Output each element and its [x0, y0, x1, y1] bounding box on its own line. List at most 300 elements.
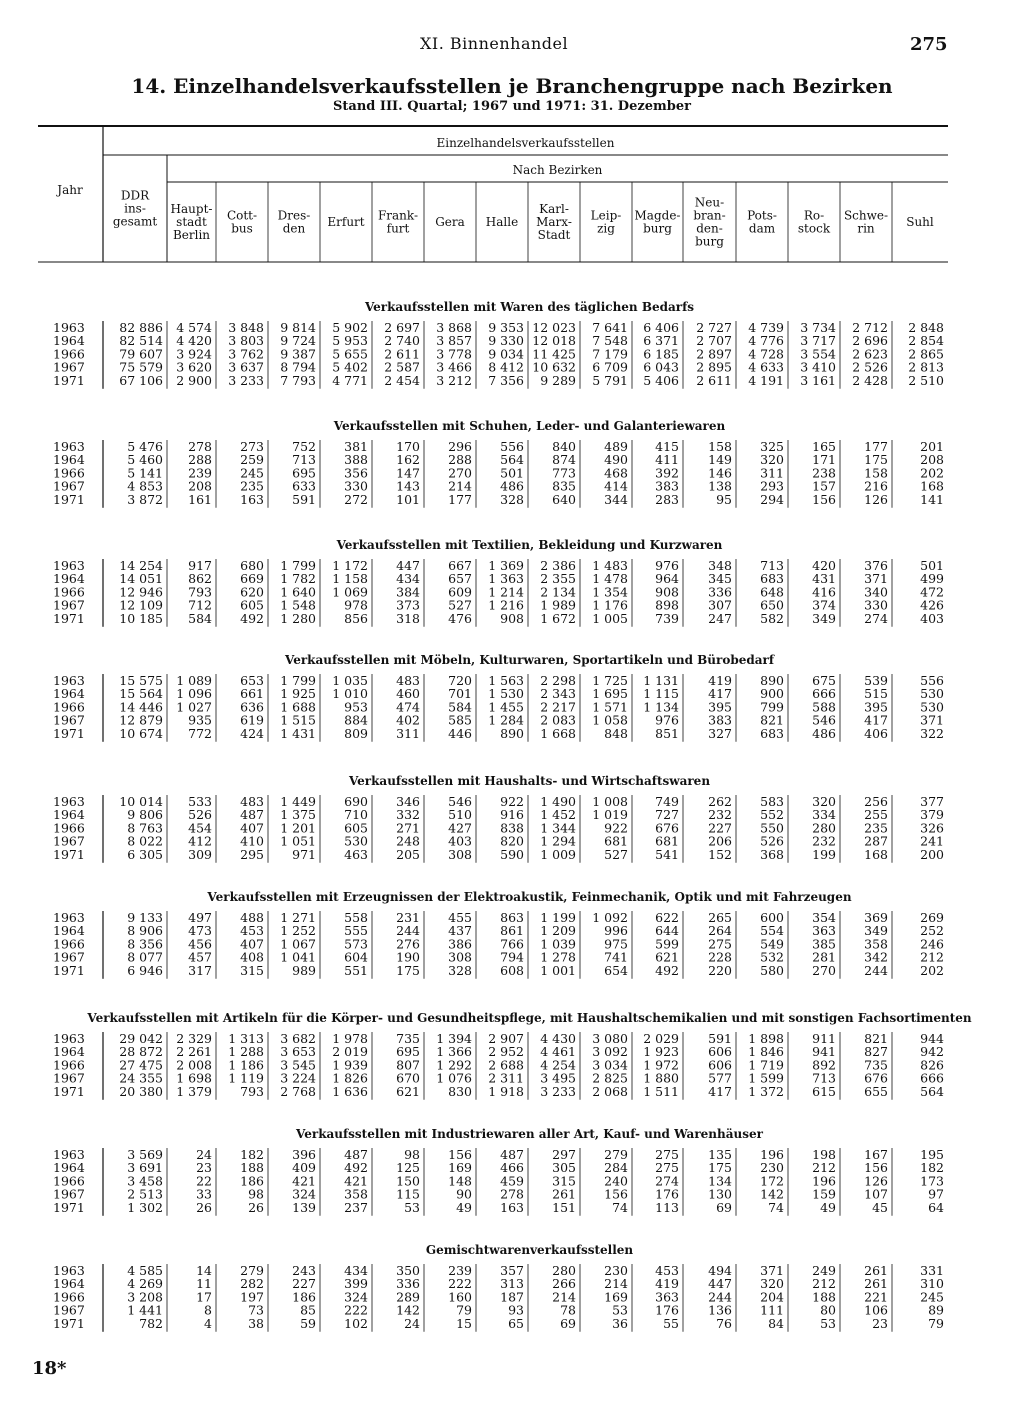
cell-value: 3 092	[592, 1044, 628, 1060]
cell-value: 654	[604, 962, 628, 978]
cell-value: 26	[196, 1199, 212, 1215]
cell-value: 695	[396, 1044, 420, 1060]
cell-value: 26	[248, 1199, 264, 1215]
cell-value: 533	[188, 794, 212, 809]
row-year: 1963	[53, 439, 85, 454]
cell-value: 1 294	[540, 833, 576, 849]
cell-value: 356	[344, 465, 368, 481]
cell-value: 261	[864, 1276, 888, 1292]
cell-value: 202	[920, 465, 944, 481]
row-year: 1967	[53, 1186, 85, 1202]
column-header-text: Ro-	[803, 208, 825, 223]
cell-value: 6 406	[643, 320, 679, 335]
column-header-text: dam	[748, 221, 776, 236]
cell-value: 142	[760, 1186, 784, 1202]
cell-value: 212	[920, 949, 944, 965]
cell-value: 49	[456, 1199, 472, 1215]
cell-value: 1 041	[280, 949, 316, 965]
cell-value: 605	[240, 597, 264, 613]
section-title: Verkaufsstellen mit Textilien, Bekleidung und Kurzwaren	[336, 538, 723, 552]
cell-value: 564	[920, 1083, 944, 1099]
cell-value: 186	[240, 1173, 264, 1189]
cell-value: 358	[864, 936, 888, 952]
cell-value: 3 224	[280, 1070, 316, 1086]
row-year: 1971	[53, 491, 85, 507]
cell-value: 1 478	[592, 571, 628, 587]
row-year: 1963	[53, 320, 85, 335]
cell-value: 892	[812, 1057, 836, 1073]
cell-value: 15	[456, 1315, 472, 1331]
cell-value: 255	[864, 807, 888, 823]
cell-value: 577	[708, 1070, 732, 1086]
cell-value: 3 778	[436, 346, 472, 362]
cell-value: 142	[396, 1302, 420, 1318]
cell-value: 2 029	[643, 1031, 679, 1046]
cell-value: 295	[240, 846, 264, 862]
cell-value: 1 599	[748, 1070, 784, 1086]
cell-value: 840	[552, 439, 576, 454]
cell-value: 1 039	[540, 936, 576, 952]
cell-value: 953	[344, 699, 368, 715]
cell-value: 156	[864, 1160, 888, 1176]
cell-value: 69	[716, 1199, 732, 1215]
cell-value: 6 043	[643, 359, 679, 375]
cell-value: 78	[560, 1302, 576, 1318]
cell-value: 241	[920, 833, 944, 849]
cell-value: 3 637	[228, 359, 264, 375]
cell-value: 1 490	[540, 794, 576, 809]
cell-value: 621	[396, 1083, 420, 1099]
cell-value: 633	[292, 478, 316, 494]
cell-value: 415	[655, 439, 679, 454]
cell-value: 421	[292, 1173, 316, 1189]
cell-value: 232	[708, 807, 732, 823]
cell-value: 838	[500, 820, 524, 836]
cell-value: 274	[864, 610, 888, 626]
cell-value: 15 575	[119, 673, 163, 688]
cell-value: 863	[500, 910, 524, 925]
cell-value: 8 412	[488, 359, 524, 375]
cell-value: 150	[396, 1173, 420, 1189]
cell-value: 5 953	[332, 333, 368, 349]
cell-value: 111	[760, 1302, 784, 1318]
cell-value: 487	[500, 1147, 524, 1162]
cell-value: 331	[920, 1263, 944, 1278]
cell-value: 799	[760, 699, 784, 715]
row-year: 1963	[53, 1263, 85, 1278]
cell-value: 676	[655, 820, 679, 836]
header-einzelhandelsverkaufsstellen: Einzelhandelsverkaufsstellen	[436, 136, 615, 150]
cell-value: 8 022	[127, 833, 163, 849]
cell-value: 1 292	[436, 1057, 472, 1073]
column-header-text: Karl-	[539, 202, 569, 216]
cell-value: 246	[920, 936, 944, 952]
cell-value: 12 879	[119, 712, 163, 728]
cell-value: 188	[812, 1289, 836, 1305]
cell-value: 1 511	[643, 1083, 679, 1099]
cell-value: 14 254	[119, 558, 163, 573]
cell-value: 340	[864, 584, 888, 600]
cell-value: 752	[292, 439, 316, 454]
cell-value: 243	[292, 1263, 316, 1278]
cell-value: 395	[708, 699, 732, 715]
cell-value: 3 233	[540, 1083, 576, 1099]
cell-value: 67 106	[119, 372, 163, 388]
cell-value: 383	[655, 478, 679, 494]
cell-value: 371	[920, 712, 944, 728]
page-number: 275	[910, 34, 948, 55]
cell-value: 5 476	[127, 439, 163, 454]
cell-value: 97	[928, 1186, 944, 1202]
cell-value: 944	[920, 1031, 944, 1046]
cell-value: 280	[812, 820, 836, 836]
cell-value: 1 668	[540, 725, 576, 741]
cell-value: 497	[188, 910, 212, 925]
cell-value: 3 653	[280, 1044, 316, 1060]
cell-value: 342	[864, 949, 888, 965]
cell-value: 308	[448, 949, 472, 965]
cell-value: 620	[240, 584, 264, 600]
cell-value: 558	[344, 910, 368, 925]
cell-value: 325	[760, 439, 784, 454]
cell-value: 358	[344, 1186, 368, 1202]
row-year: 1964	[53, 807, 85, 823]
cell-value: 2 854	[908, 333, 944, 349]
column-header-text: bus	[231, 221, 253, 236]
cell-value: 666	[920, 1070, 944, 1086]
cell-value: 11 425	[532, 346, 576, 362]
cell-value: 456	[188, 936, 212, 952]
column-header-text: Neu-	[694, 195, 725, 210]
cell-value: 4 853	[127, 478, 163, 494]
cell-value: 1 284	[488, 712, 524, 728]
cell-value: 249	[812, 1263, 836, 1278]
cell-value: 313	[500, 1276, 524, 1292]
row-year: 1966	[53, 584, 85, 600]
cell-value: 161	[188, 491, 212, 507]
cell-value: 348	[708, 558, 732, 573]
cell-value: 14 446	[119, 699, 163, 715]
cell-value: 2 623	[852, 346, 888, 362]
column-header-text: Stadt	[537, 228, 571, 242]
cell-value: 911	[812, 1031, 836, 1046]
cell-value: 2 019	[332, 1044, 368, 1060]
cell-value: 357	[500, 1263, 524, 1278]
column-header-text: gesamt	[112, 214, 158, 229]
cell-value: 326	[920, 820, 944, 836]
cell-value: 862	[188, 571, 212, 587]
cell-value: 636	[240, 699, 264, 715]
cell-value: 821	[864, 1031, 888, 1046]
cell-value: 17	[196, 1289, 212, 1305]
cell-value: 890	[760, 673, 784, 688]
cell-value: 1 719	[748, 1057, 784, 1073]
cell-value: 3 868	[436, 320, 472, 335]
cell-value: 371	[760, 1263, 784, 1278]
cell-value: 9 353	[488, 320, 524, 335]
cell-value: 3 717	[800, 333, 836, 349]
cell-value: 126	[864, 1173, 888, 1189]
cell-value: 1 216	[488, 597, 524, 613]
cell-value: 187	[500, 1289, 524, 1305]
cell-value: 259	[240, 452, 264, 468]
cell-value: 530	[920, 686, 944, 702]
cell-value: 648	[760, 584, 784, 600]
cell-value: 4	[204, 1315, 212, 1331]
cell-value: 898	[655, 597, 679, 613]
cell-value: 307	[708, 597, 732, 613]
cell-value: 320	[760, 452, 784, 468]
cell-value: 11	[196, 1276, 212, 1292]
cell-value: 976	[655, 712, 679, 728]
cell-value: 826	[920, 1057, 944, 1073]
cell-value: 483	[396, 673, 420, 688]
row-year: 1967	[53, 597, 85, 613]
cell-value: 200	[920, 846, 944, 862]
cell-value: 773	[552, 465, 576, 481]
cell-value: 1 172	[332, 558, 368, 573]
cell-value: 1 008	[592, 794, 628, 809]
cell-value: 473	[188, 923, 212, 939]
cell-value: 975	[604, 936, 628, 952]
cell-value: 1 069	[332, 584, 368, 600]
cell-value: 141	[920, 491, 944, 507]
cell-value: 3 569	[127, 1147, 163, 1162]
cell-value: 749	[655, 794, 679, 809]
cell-value: 583	[760, 794, 784, 809]
cell-value: 3 161	[800, 372, 836, 388]
cell-value: 235	[240, 478, 264, 494]
cell-value: 8 356	[127, 936, 163, 952]
cell-value: 453	[240, 923, 264, 939]
cell-value: 214	[604, 1276, 628, 1292]
cell-value: 53	[404, 1199, 420, 1215]
cell-value: 4 420	[176, 333, 212, 349]
cell-value: 45	[872, 1199, 888, 1215]
cell-value: 1 925	[280, 686, 316, 702]
cell-value: 320	[812, 794, 836, 809]
row-year: 1966	[53, 936, 85, 952]
row-year: 1966	[53, 1289, 85, 1305]
cell-value: 494	[708, 1263, 732, 1278]
cell-value: 447	[396, 558, 420, 573]
cell-value: 38	[248, 1315, 264, 1331]
cell-value: 171	[812, 452, 836, 468]
section-title: XI. Binnenhandel	[420, 34, 569, 53]
cell-value: 175	[396, 962, 420, 978]
cell-value: 208	[188, 478, 212, 494]
cell-value: 421	[344, 1173, 368, 1189]
cell-value: 1 035	[332, 673, 368, 688]
cell-value: 36	[612, 1315, 628, 1331]
cell-value: 1 001	[540, 962, 576, 978]
cell-value: 670	[396, 1070, 420, 1086]
row-year: 1963	[53, 794, 85, 809]
cell-value: 996	[604, 923, 628, 939]
cell-value: 6 946	[127, 962, 163, 978]
cell-value: 7 179	[592, 346, 628, 362]
cell-value: 530	[344, 833, 368, 849]
cell-value: 550	[760, 820, 784, 836]
cell-value: 73	[248, 1302, 264, 1318]
cell-value: 322	[920, 725, 944, 741]
cell-value: 741	[604, 949, 628, 965]
cell-value: 146	[708, 465, 732, 481]
cell-value: 53	[820, 1315, 836, 1331]
cell-value: 5 460	[127, 452, 163, 468]
cell-value: 492	[240, 610, 264, 626]
cell-value: 1 134	[643, 699, 679, 715]
cell-value: 417	[708, 686, 732, 702]
cell-value: 615	[812, 1083, 836, 1099]
cell-value: 499	[920, 571, 944, 587]
cell-value: 12 023	[532, 320, 576, 335]
cell-value: 371	[864, 571, 888, 587]
cell-value: 3 410	[800, 359, 836, 375]
cell-value: 283	[655, 491, 679, 507]
cell-value: 1 201	[280, 820, 316, 836]
cell-value: 713	[812, 1070, 836, 1086]
cell-value: 1 972	[643, 1057, 679, 1073]
cell-value: 237	[344, 1199, 368, 1215]
cell-value: 212	[812, 1160, 836, 1176]
cell-value: 1 313	[228, 1031, 264, 1046]
cell-value: 809	[344, 725, 368, 741]
cell-value: 856	[344, 610, 368, 626]
cell-value: 162	[396, 452, 420, 468]
cell-value: 350	[396, 1263, 420, 1278]
cell-value: 1 431	[280, 725, 316, 741]
cell-value: 463	[344, 846, 368, 862]
column-header-text: Magde-	[634, 208, 681, 223]
cell-value: 3 762	[228, 346, 264, 362]
column-header-text: stadt	[176, 215, 207, 229]
cell-value: 156	[448, 1147, 472, 1162]
column-header-text: den	[282, 221, 306, 236]
cell-value: 3 857	[436, 333, 472, 349]
cell-value: 720	[448, 673, 472, 688]
cell-value: 935	[188, 712, 212, 728]
cell-value: 222	[448, 1276, 472, 1292]
cell-value: 235	[864, 820, 888, 836]
cell-value: 240	[604, 1173, 628, 1189]
cell-value: 265	[708, 910, 732, 925]
cell-value: 336	[708, 584, 732, 600]
cell-value: 488	[240, 910, 264, 925]
row-year: 1971	[53, 372, 85, 388]
cell-value: 6 185	[643, 346, 679, 362]
cell-value: 9 724	[280, 333, 316, 349]
cell-value: 289	[396, 1289, 420, 1305]
cell-value: 555	[344, 923, 368, 939]
cell-value: 2 897	[696, 346, 732, 362]
cell-value: 917	[188, 558, 212, 573]
cell-value: 546	[812, 712, 836, 728]
row-year: 1971	[53, 1315, 85, 1331]
cell-value: 244	[864, 962, 888, 978]
cell-value: 59	[300, 1315, 316, 1331]
cell-value: 695	[292, 465, 316, 481]
cell-value: 190	[396, 949, 420, 965]
cell-value: 163	[500, 1199, 524, 1215]
row-year: 1966	[53, 465, 85, 481]
cell-value: 416	[812, 584, 836, 600]
cell-value: 1 288	[228, 1044, 264, 1060]
cell-value: 604	[344, 949, 368, 965]
cell-value: 20 380	[119, 1083, 163, 1099]
column-header-text: Suhl	[906, 215, 934, 229]
cell-value: 4 574	[176, 320, 212, 335]
cell-value: 188	[240, 1160, 264, 1176]
cell-value: 151	[552, 1199, 576, 1215]
cell-value: 278	[188, 439, 212, 454]
cell-value: 489	[604, 439, 628, 454]
cell-value: 12 018	[532, 333, 576, 349]
cell-value: 830	[448, 1083, 472, 1099]
cell-value: 396	[292, 1147, 316, 1162]
cell-value: 851	[655, 725, 679, 741]
cell-value: 156	[604, 1186, 628, 1202]
cell-value: 2 813	[908, 359, 944, 375]
row-year: 1967	[53, 712, 85, 728]
cell-value: 230	[604, 1263, 628, 1278]
cell-value: 3 208	[127, 1289, 163, 1305]
cell-value: 1 455	[488, 699, 524, 715]
cell-value: 383	[708, 712, 732, 728]
cell-value: 582	[760, 610, 784, 626]
row-year: 1971	[53, 962, 85, 978]
cell-value: 160	[448, 1289, 472, 1305]
cell-value: 1 209	[540, 923, 576, 939]
row-year: 1971	[53, 1083, 85, 1099]
cell-value: 278	[500, 1186, 524, 1202]
cell-value: 6 709	[592, 359, 628, 375]
cell-value: 168	[920, 478, 944, 494]
row-year: 1971	[53, 610, 85, 626]
cell-value: 230	[760, 1160, 784, 1176]
cell-value: 272	[344, 491, 368, 507]
cell-value: 412	[188, 833, 212, 849]
cell-value: 264	[708, 923, 732, 939]
cell-value: 202	[920, 962, 944, 978]
cell-value: 1 636	[332, 1083, 368, 1099]
column-header-text: Halle	[485, 215, 519, 229]
cell-value: 24	[196, 1147, 212, 1162]
cell-value: 262	[708, 794, 732, 809]
cell-value: 666	[812, 686, 836, 702]
cell-value: 22	[196, 1173, 212, 1189]
cell-value: 395	[864, 699, 888, 715]
cell-value: 80	[820, 1302, 836, 1318]
cell-value: 1 989	[540, 597, 576, 613]
cell-value: 417	[864, 712, 888, 728]
cell-value: 231	[396, 910, 420, 925]
cell-value: 198	[812, 1147, 836, 1162]
cell-value: 3 545	[280, 1057, 316, 1073]
cell-value: 173	[920, 1173, 944, 1189]
cell-value: 6 305	[127, 846, 163, 862]
cell-value: 149	[708, 452, 732, 468]
column-header-text: Frank-	[377, 208, 419, 223]
cell-value: 228	[708, 949, 732, 965]
cell-value: 227	[292, 1276, 316, 1292]
cell-value: 681	[604, 833, 628, 849]
cell-value: 90	[456, 1186, 472, 1202]
cell-value: 532	[760, 949, 784, 965]
cell-value: 2 611	[384, 346, 420, 362]
cell-value: 501	[920, 558, 944, 573]
cell-value: 28 872	[119, 1044, 163, 1060]
